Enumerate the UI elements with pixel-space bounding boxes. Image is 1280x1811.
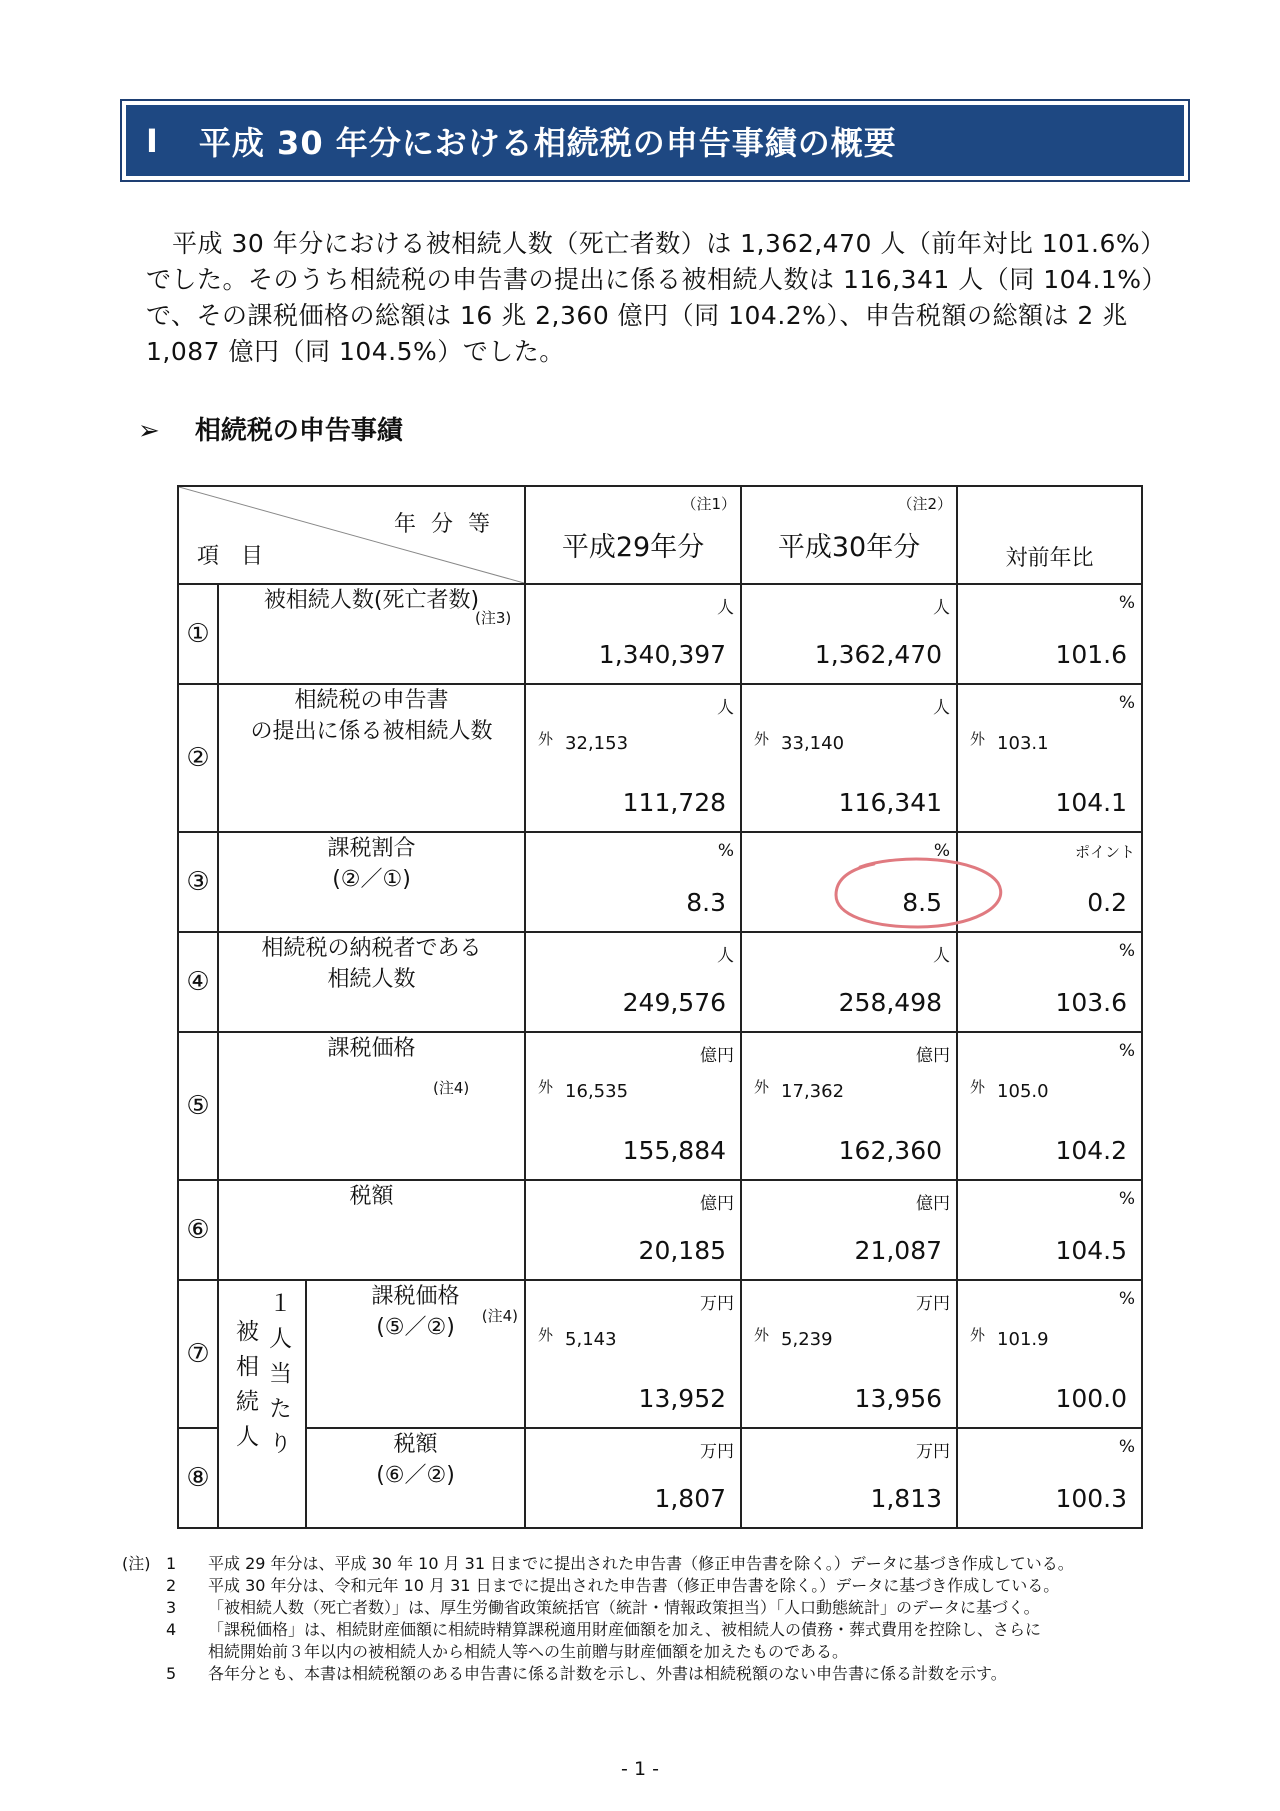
value-cell: % 103.6 <box>957 932 1142 1032</box>
row-number: ⑤ <box>178 1032 218 1180</box>
title-text: 平成 30 年分における相続税の申告事績の概要 <box>198 123 897 162</box>
value-cell: % 100.3 <box>957 1428 1142 1528</box>
table-row <box>178 684 1142 832</box>
table-row <box>178 584 1142 684</box>
row-number: ③ <box>178 832 218 932</box>
header-ratio-label: 対前年比 <box>1005 546 1094 571</box>
notes-section <box>122 1553 1202 1685</box>
row-number: ④ <box>178 932 218 1032</box>
row-note: (注4) <box>481 1307 519 1325</box>
header-corner-top: 年 分 等 <box>394 512 495 537</box>
value-cell: 億円 21,087 <box>741 1180 957 1280</box>
row-note: (注4) <box>433 1079 470 1097</box>
value-cell: 万円 $^外$ 5,239 13,956 <box>741 1280 957 1428</box>
title-banner <box>120 99 1190 182</box>
value-cell: 万円 1,807 <box>525 1428 741 1528</box>
value-cell: % 101.6 <box>957 584 1142 684</box>
value-cell: 人 1,340,397 <box>525 584 741 684</box>
intro-paragraph <box>146 226 1196 370</box>
arrow-icon: ➢ <box>138 416 160 446</box>
row-label: 相続税の納税者である 相続人数 <box>261 936 482 992</box>
row-label-cell <box>218 1180 525 1280</box>
header-h30-label: 平成30年分 <box>777 532 921 563</box>
row-number: ② <box>178 684 218 832</box>
row-label: 課税価格 <box>327 1036 416 1061</box>
header-h30 <box>741 486 957 584</box>
filing-results-table <box>177 485 1143 1529</box>
value-cell: 億円 20,185 <box>525 1180 741 1280</box>
row-number: ⑧ <box>178 1428 218 1528</box>
section-heading <box>138 410 403 447</box>
note-item: 4 「課税価格」は、相続財産価額に相続時精算課税適用財産価額を加え、被相続人の債務・葬式費用を控除し、さらに <box>166 1620 1041 1639</box>
per-person-group-label: 被相続人 １人当たり <box>232 1291 291 1466</box>
header-corner-cell <box>178 486 525 584</box>
value-cell: 万円 $^外$ 5,143 13,952 <box>525 1280 741 1428</box>
value-cell: % $^外$ 101.9 100.0 <box>957 1280 1142 1428</box>
row-note: (注3) <box>475 609 512 627</box>
intro-line-2: でした。そのうち相続税の申告書の提出に係る被相続人数は 116,341 人（同 104.1%） <box>146 265 1168 294</box>
value-cell: % $^外$ 103.1 104.1 <box>957 684 1142 832</box>
value-cell: % 8.3 <box>525 832 741 932</box>
table-row <box>178 1032 1142 1180</box>
title-inner <box>126 105 1184 176</box>
row-label-cell <box>218 932 525 1032</box>
section-heading-text: 相続税の申告事績 <box>194 416 403 446</box>
row-label: 課税割合 (②／①) <box>327 836 416 892</box>
table-header-row <box>178 486 1142 584</box>
table-row <box>178 832 1142 932</box>
row-number: ⑥ <box>178 1180 218 1280</box>
value-cell: 億円 $^外$ 16,535 155,884 <box>525 1032 741 1180</box>
note-item: 相続開始前３年以内の被相続人から相続人等への生前贈与財産価額を加えたものである。 <box>208 1642 849 1661</box>
header-h30-note: （注2） <box>897 495 953 513</box>
page-number: - 1 - <box>621 1758 659 1780</box>
row-label-cell <box>306 1280 525 1428</box>
table-row <box>178 932 1142 1032</box>
row-label: 税額 <box>349 1184 394 1209</box>
header-ratio <box>957 486 1142 584</box>
row-number: ⑦ <box>178 1280 218 1428</box>
header-h29 <box>525 486 741 584</box>
value-cell: 万円 1,813 <box>741 1428 957 1528</box>
value-cell: 人 249,576 <box>525 932 741 1032</box>
value-cell: 人 1,362,470 <box>741 584 957 684</box>
table-row <box>178 1280 1142 1428</box>
value-cell: 億円 $^外$ 17,362 162,360 <box>741 1032 957 1180</box>
note-item: 3 「被相続人数（死亡者数）」は、厚生労働省政策統括官（統計・情報政策担当）「人口動態統計」のデータに基づく。 <box>166 1598 1040 1617</box>
value-cell: % $^外$ 105.0 104.2 <box>957 1032 1142 1180</box>
note-item: (注) 1 平成 29 年分は、平成 30 年 10 月 31 日までに提出された申告書（修正申告書を除く。）データに基づき作成している。 <box>122 1554 1074 1573</box>
intro-line-3: で、その課税価格の総額は 16 兆 2,360 億円（同 104.2%）、申告税額の総額は 2 兆 <box>146 301 1128 330</box>
row-number: ① <box>178 584 218 684</box>
row-label-cell <box>218 684 525 832</box>
row-label: 相続税の申告書 の提出に係る被相続人数 <box>250 688 493 744</box>
row-label-cell <box>218 832 525 932</box>
value-cell: 人 258,498 <box>741 932 957 1032</box>
value-cell: 人 $^外$ 32,153 111,728 <box>525 684 741 832</box>
row-label-cell <box>306 1428 525 1528</box>
intro-line-4: 1,087 億円（同 104.5%）でした。 <box>146 337 565 366</box>
header-h29-note: （注1） <box>681 495 737 513</box>
note-item: 5 各年分とも、本書は相続税額のある申告書に係る計数を示し、外書は相続税額のない申告書に係る計数を示す。 <box>166 1664 1007 1683</box>
row-label: 税額 (⑥／②) <box>376 1432 455 1488</box>
intro-line-1: 平成 30 年分における被相続人数（死亡者数）は 1,362,470 人（前年対比 101.6%） <box>172 229 1166 258</box>
value-cell: 人 $^外$ 33,140 116,341 <box>741 684 957 832</box>
row-label-cell <box>218 1032 525 1180</box>
row-label-cell <box>218 584 525 684</box>
header-corner-bottom: 項 目 <box>197 544 264 569</box>
table-row <box>178 1180 1142 1280</box>
value-cell: % 8.5 <box>741 832 957 932</box>
row-label: 課税価格 (⑤／②) <box>371 1284 460 1340</box>
title-roman: I <box>146 121 159 160</box>
per-person-group-cell <box>218 1280 306 1528</box>
value-cell: % 104.5 <box>957 1180 1142 1280</box>
header-h29-label: 平成29年分 <box>561 532 705 563</box>
table-row <box>178 1428 1142 1528</box>
value-cell: ポイント 0.2 <box>957 832 1142 932</box>
note-item: 2 平成 30 年分は、令和元年 10 月 31 日までに提出された申告書（修正申告書を除く。）データに基づき作成している。 <box>166 1576 1060 1595</box>
row-label: 被相続人数(死亡者数) <box>263 588 480 613</box>
